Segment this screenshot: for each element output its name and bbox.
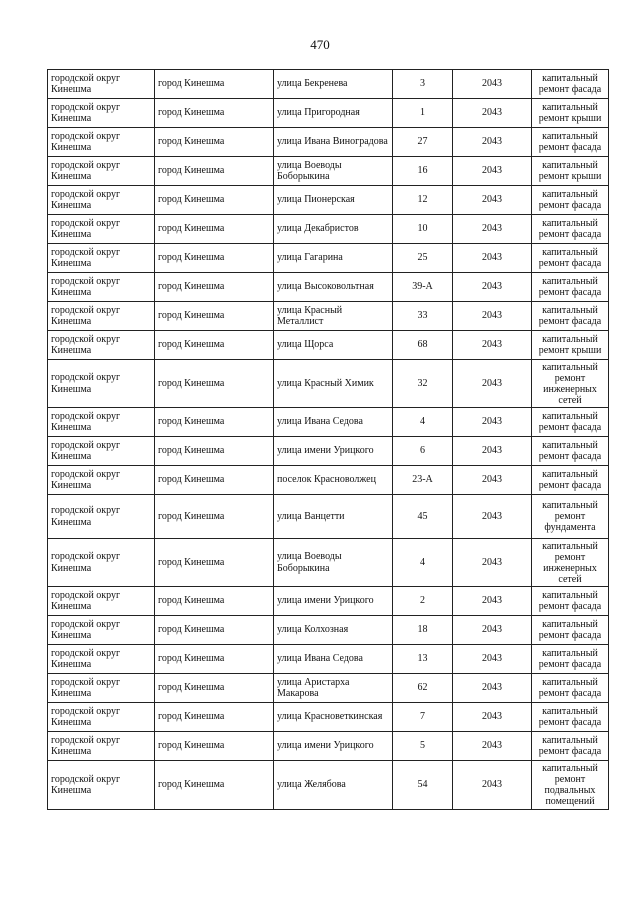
table-row <box>48 674 609 703</box>
table-row <box>48 244 609 273</box>
table-row <box>48 331 609 360</box>
cell-house-number: 12 <box>393 186 453 215</box>
table-row <box>48 645 609 674</box>
cell-city: город Кинешма <box>155 674 274 703</box>
cell-work-type: капитальный ремонт фасада <box>532 302 609 331</box>
table-row <box>48 99 609 128</box>
cell-year: 2043 <box>453 128 532 157</box>
cell-house-number: 4 <box>393 408 453 437</box>
cell-city: город Кинешма <box>155 99 274 128</box>
cell-street: улица Ивана Седова <box>274 408 393 437</box>
table-row <box>48 215 609 244</box>
cell-work-type: капитальный ремонт крыши <box>532 157 609 186</box>
registry-table <box>47 69 609 810</box>
cell-okrug: городской округ Кинешма <box>48 761 155 810</box>
table-row <box>48 273 609 302</box>
cell-house-number: 7 <box>393 703 453 732</box>
cell-street: улица Аристарха Макарова <box>274 674 393 703</box>
table-row <box>48 616 609 645</box>
cell-street: улица Колхозная <box>274 616 393 645</box>
table-row <box>48 70 609 99</box>
cell-okrug: городской округ Кинешма <box>48 331 155 360</box>
cell-work-type: капитальный ремонт фундамента <box>532 495 609 539</box>
cell-work-type: капитальный ремонт фасада <box>532 466 609 495</box>
cell-work-type: капитальный ремонт крыши <box>532 331 609 360</box>
cell-year: 2043 <box>453 495 532 539</box>
cell-street: улица Ивана Виноградова <box>274 128 393 157</box>
registry-table-body <box>48 70 609 810</box>
cell-year: 2043 <box>453 99 532 128</box>
cell-work-type: капитальный ремонт фасада <box>532 70 609 99</box>
cell-okrug: городской округ Кинешма <box>48 99 155 128</box>
cell-okrug: городской округ Кинешма <box>48 302 155 331</box>
cell-city: город Кинешма <box>155 186 274 215</box>
cell-okrug: городской округ Кинешма <box>48 186 155 215</box>
cell-work-type: капитальный ремонт фасада <box>532 674 609 703</box>
cell-city: город Кинешма <box>155 273 274 302</box>
cell-city: город Кинешма <box>155 331 274 360</box>
cell-year: 2043 <box>453 616 532 645</box>
table-row <box>48 539 609 587</box>
cell-okrug: городской округ Кинешма <box>48 466 155 495</box>
cell-house-number: 25 <box>393 244 453 273</box>
cell-year: 2043 <box>453 273 532 302</box>
cell-house-number: 45 <box>393 495 453 539</box>
cell-okrug: городской округ Кинешма <box>48 732 155 761</box>
cell-street: поселок Красноволжец <box>274 466 393 495</box>
cell-work-type: капитальный ремонт фасада <box>532 616 609 645</box>
cell-okrug: городской округ Кинешма <box>48 128 155 157</box>
cell-street: улица Пригородная <box>274 99 393 128</box>
cell-work-type: капитальный ремонт фасада <box>532 215 609 244</box>
cell-street: улица имени Урицкого <box>274 587 393 616</box>
cell-year: 2043 <box>453 215 532 244</box>
cell-house-number: 62 <box>393 674 453 703</box>
cell-year: 2043 <box>453 244 532 273</box>
cell-house-number: 5 <box>393 732 453 761</box>
cell-city: город Кинешма <box>155 157 274 186</box>
cell-okrug: городской округ Кинешма <box>48 215 155 244</box>
cell-year: 2043 <box>453 645 532 674</box>
cell-house-number: 10 <box>393 215 453 244</box>
cell-city: город Кинешма <box>155 408 274 437</box>
cell-house-number: 68 <box>393 331 453 360</box>
cell-okrug: городской округ Кинешма <box>48 703 155 732</box>
cell-city: город Кинешма <box>155 215 274 244</box>
cell-house-number: 6 <box>393 437 453 466</box>
cell-street: улица Гагарина <box>274 244 393 273</box>
cell-city: город Кинешма <box>155 302 274 331</box>
cell-city: город Кинешма <box>155 761 274 810</box>
cell-work-type: капитальный ремонт крыши <box>532 99 609 128</box>
cell-street: улица Декабристов <box>274 215 393 244</box>
cell-city: город Кинешма <box>155 645 274 674</box>
cell-city: город Кинешма <box>155 70 274 99</box>
cell-city: город Кинешма <box>155 495 274 539</box>
cell-okrug: городской округ Кинешма <box>48 273 155 302</box>
table-row <box>48 761 609 810</box>
cell-okrug: городской округ Кинешма <box>48 157 155 186</box>
cell-street: улица Ванцетти <box>274 495 393 539</box>
cell-year: 2043 <box>453 674 532 703</box>
cell-house-number: 54 <box>393 761 453 810</box>
cell-year: 2043 <box>453 437 532 466</box>
cell-house-number: 13 <box>393 645 453 674</box>
cell-house-number: 39-А <box>393 273 453 302</box>
cell-city: город Кинешма <box>155 437 274 466</box>
cell-city: город Кинешма <box>155 703 274 732</box>
cell-house-number: 3 <box>393 70 453 99</box>
table-row <box>48 360 609 408</box>
cell-year: 2043 <box>453 408 532 437</box>
cell-house-number: 16 <box>393 157 453 186</box>
cell-year: 2043 <box>453 539 532 587</box>
cell-year: 2043 <box>453 157 532 186</box>
cell-house-number: 1 <box>393 99 453 128</box>
cell-street: улица Воеводы Боборыкина <box>274 157 393 186</box>
cell-house-number: 2 <box>393 587 453 616</box>
cell-street: улица Красный Химик <box>274 360 393 408</box>
cell-house-number: 4 <box>393 539 453 587</box>
cell-city: город Кинешма <box>155 732 274 761</box>
cell-work-type: капитальный ремонт инженерных сетей <box>532 360 609 408</box>
table-row <box>48 703 609 732</box>
cell-house-number: 18 <box>393 616 453 645</box>
cell-work-type: капитальный ремонт фасада <box>532 732 609 761</box>
cell-work-type: капитальный ремонт фасада <box>532 128 609 157</box>
cell-work-type: капитальный ремонт фасада <box>532 587 609 616</box>
cell-house-number: 23-А <box>393 466 453 495</box>
cell-work-type: капитальный ремонт фасада <box>532 703 609 732</box>
cell-okrug: городской округ Кинешма <box>48 539 155 587</box>
cell-street: улица Высоковольтная <box>274 273 393 302</box>
cell-street: улица имени Урицкого <box>274 732 393 761</box>
cell-year: 2043 <box>453 360 532 408</box>
cell-street: улица Желябова <box>274 761 393 810</box>
table-row <box>48 495 609 539</box>
cell-year: 2043 <box>453 587 532 616</box>
cell-city: город Кинешма <box>155 587 274 616</box>
cell-year: 2043 <box>453 732 532 761</box>
table-row <box>48 437 609 466</box>
cell-city: город Кинешма <box>155 128 274 157</box>
cell-house-number: 33 <box>393 302 453 331</box>
cell-okrug: городской округ Кинешма <box>48 244 155 273</box>
cell-city: город Кинешма <box>155 360 274 408</box>
cell-street: улица Пионерская <box>274 186 393 215</box>
cell-year: 2043 <box>453 761 532 810</box>
cell-year: 2043 <box>453 186 532 215</box>
cell-city: город Кинешма <box>155 466 274 495</box>
cell-okrug: городской округ Кинешма <box>48 408 155 437</box>
cell-street: улица Красноветкинская <box>274 703 393 732</box>
cell-street: улица Красный Металлист <box>274 302 393 331</box>
cell-okrug: городской округ Кинешма <box>48 616 155 645</box>
table-row <box>48 732 609 761</box>
cell-street: улица Бекренева <box>274 70 393 99</box>
cell-okrug: городской округ Кинешма <box>48 360 155 408</box>
cell-okrug: городской округ Кинешма <box>48 674 155 703</box>
table-row <box>48 408 609 437</box>
cell-work-type: капитальный ремонт фасада <box>532 437 609 466</box>
cell-year: 2043 <box>453 331 532 360</box>
cell-street: улица Ивана Седова <box>274 645 393 674</box>
table-row <box>48 466 609 495</box>
cell-okrug: городской округ Кинешма <box>48 437 155 466</box>
cell-work-type: капитальный ремонт инженерных сетей <box>532 539 609 587</box>
page-number: 470 <box>310 37 330 52</box>
table-row <box>48 587 609 616</box>
cell-okrug: городской округ Кинешма <box>48 645 155 674</box>
cell-year: 2043 <box>453 302 532 331</box>
cell-work-type: капитальный ремонт фасада <box>532 645 609 674</box>
cell-work-type: капитальный ремонт фасада <box>532 186 609 215</box>
cell-work-type: капитальный ремонт подвальных помещений <box>532 761 609 810</box>
cell-work-type: капитальный ремонт фасада <box>532 408 609 437</box>
table-row <box>48 186 609 215</box>
cell-year: 2043 <box>453 70 532 99</box>
cell-house-number: 27 <box>393 128 453 157</box>
table-row <box>48 157 609 186</box>
cell-street: улица Воеводы Боборыкина <box>274 539 393 587</box>
cell-year: 2043 <box>453 466 532 495</box>
cell-okrug: городской округ Кинешма <box>48 495 155 539</box>
cell-okrug: городской округ Кинешма <box>48 70 155 99</box>
cell-house-number: 32 <box>393 360 453 408</box>
cell-street: улица имени Урицкого <box>274 437 393 466</box>
cell-city: город Кинешма <box>155 616 274 645</box>
table-row <box>48 128 609 157</box>
cell-okrug: городской округ Кинешма <box>48 587 155 616</box>
cell-work-type: капитальный ремонт фасада <box>532 244 609 273</box>
cell-city: город Кинешма <box>155 539 274 587</box>
table-row <box>48 302 609 331</box>
cell-street: улица Щорса <box>274 331 393 360</box>
cell-year: 2043 <box>453 703 532 732</box>
cell-city: город Кинешма <box>155 244 274 273</box>
cell-work-type: капитальный ремонт фасада <box>532 273 609 302</box>
